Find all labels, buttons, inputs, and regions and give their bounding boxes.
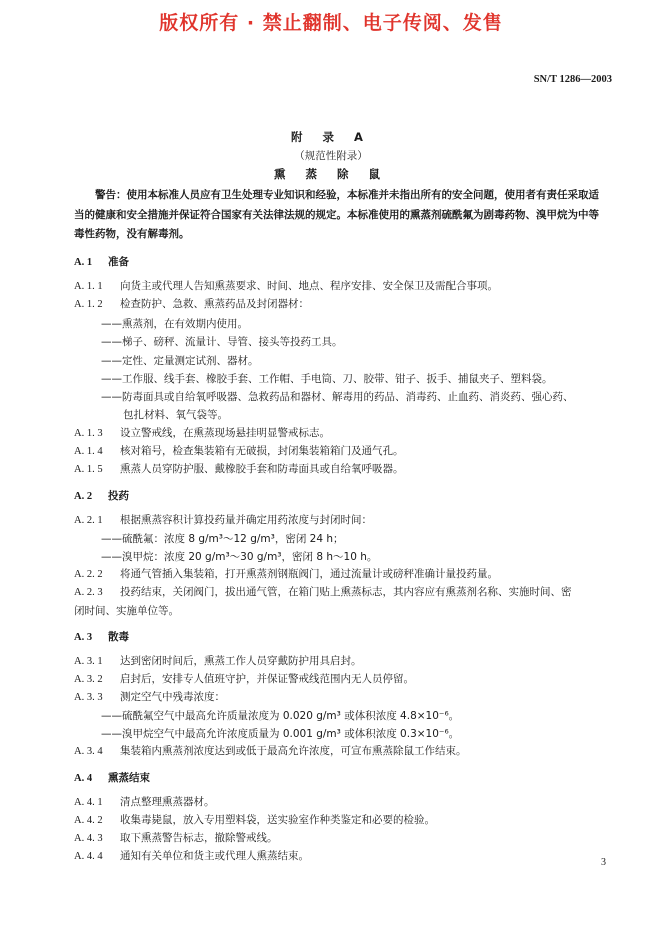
list-item: ——硫酰氟空气中最高允许质量浓度为 0.020 g/m³ 或体积浓度 4.8×10⁻⁶。 [101, 710, 460, 722]
list-item: ——工作服、线手套、橡胶手套、工作帽、手电筒、刀、胶带、钳子、扳手、捕鼠夹子、塑料袋。 [101, 373, 553, 385]
list-item: ——梯子、磅秤、流量计、导管、接头等投药工具。 [101, 336, 343, 348]
clause: A. 4. 1 清点整理熏蒸器材。 [74, 796, 215, 808]
list-item: ——溴甲烷：浓度 20 g/m³～30 g/m³，密闭 8 h～10 h。 [101, 551, 378, 563]
clause: A. 3. 3 测定空气中残毒浓度： [74, 691, 225, 703]
clause: A. 1. 1 向货主或代理人告知熏蒸要求、时间、地点、程序安排、安全保卫及需配合事项。 [74, 280, 498, 292]
watermark: 版权所有 · 禁止翻制、电子传阅、发售 [159, 12, 503, 34]
clause: A. 3. 4 集装箱内熏蒸剂浓度达到或低于最高允许浓度，可宣布熏蒸除鼠工作结束。 [74, 745, 467, 757]
clause: A. 3. 2 启封后，安排专人值班守护，并保证警戒线范围内无人员停留。 [74, 673, 414, 685]
clause: A. 1. 4 核对箱号，检查集装箱有无破损，封闭集装箱箱门及通气孔。 [74, 445, 404, 457]
section-heading: A. 2 投药 [74, 490, 129, 502]
clause: A. 1. 2 检查防护、急救、熏蒸药品及封闭器材： [74, 298, 309, 310]
list-item-continuation: 包扎材料、氧气袋等。 [123, 409, 228, 421]
list-item: ——熏蒸剂，在有效期内使用。 [101, 318, 248, 330]
warning-paragraph: 警告：使用本标准人员应有卫生处理专业知识和经验，本标准并未指出所有的安全问题，使用者有责任采取适当的健康和安全措施并保证符合国家有关法律法规的规定。本标准使用的熏蒸剂硫酰氟为剧毒药物、溴甲烷为中等毒性药物，没有解毒剂。 [74, 189, 599, 240]
section-heading: A. 3 散毒 [74, 631, 129, 643]
page-number: 3 [601, 857, 606, 868]
section-heading: A. 4 熏蒸结束 [74, 772, 150, 784]
section-heading: A. 1 准备 [74, 256, 129, 268]
clause: A. 2. 3 投药结束，关闭阀门，拔出通气管，在箱门贴上熏蒸标志，其内容应有熏蒸剂名称、实施时间、密 [74, 586, 572, 598]
list-item: ——定性、定量测定试剂、器材。 [101, 355, 259, 367]
standard-number: SN/T 1286—2003 [533, 74, 612, 85]
list-item: ——防毒面具或自给氧呼吸器、急救药品和器材、解毒用的药品、消毒药、止血药、消炎药、强心药、 [101, 391, 574, 403]
list-item: ——溴甲烷空气中最高允许浓度质量为 0.001 g/m³ 或体积浓度 0.3×10⁻⁶。 [101, 728, 460, 740]
annex-subtitle: （规范性附录） [294, 150, 368, 162]
clause: A. 4. 2 收集毒毙鼠，放入专用塑料袋，送实验室作种类鉴定和必要的检验。 [74, 814, 435, 826]
list-item: ——硫酰氟：浓度 8 g/m³～12 g/m³，密闭 24 h； [101, 533, 344, 545]
clause: A. 1. 3 设立警戒线，在熏蒸现场悬挂明显警戒标志。 [74, 427, 330, 439]
clause: A. 4. 3 取下熏蒸警告标志，撤除警戒线。 [74, 832, 278, 844]
clause: A. 3. 1 达到密闭时间后，熏蒸工作人员穿戴防护用具启封。 [74, 655, 362, 667]
annex-title: 附 录 A [291, 130, 371, 144]
clause: A. 4. 4 通知有关单位和货主或代理人熏蒸结束。 [74, 850, 309, 862]
annex-name: 熏 蒸 除 鼠 [273, 167, 388, 181]
clause: A. 2. 2 将通气管插入集装箱，打开熏蒸剂钢瓶阀门，通过流量计或磅秤准确计量投药量。 [74, 568, 498, 580]
clause: A. 1. 5 熏蒸人员穿防护服、戴橡胶手套和防毒面具或自给氧呼吸器。 [74, 463, 404, 475]
clause-continuation: 闭时间、实施单位等。 [74, 605, 179, 617]
clause: A. 2. 1 根据熏蒸容积计算投药量并确定用药浓度与封闭时间： [74, 514, 372, 526]
